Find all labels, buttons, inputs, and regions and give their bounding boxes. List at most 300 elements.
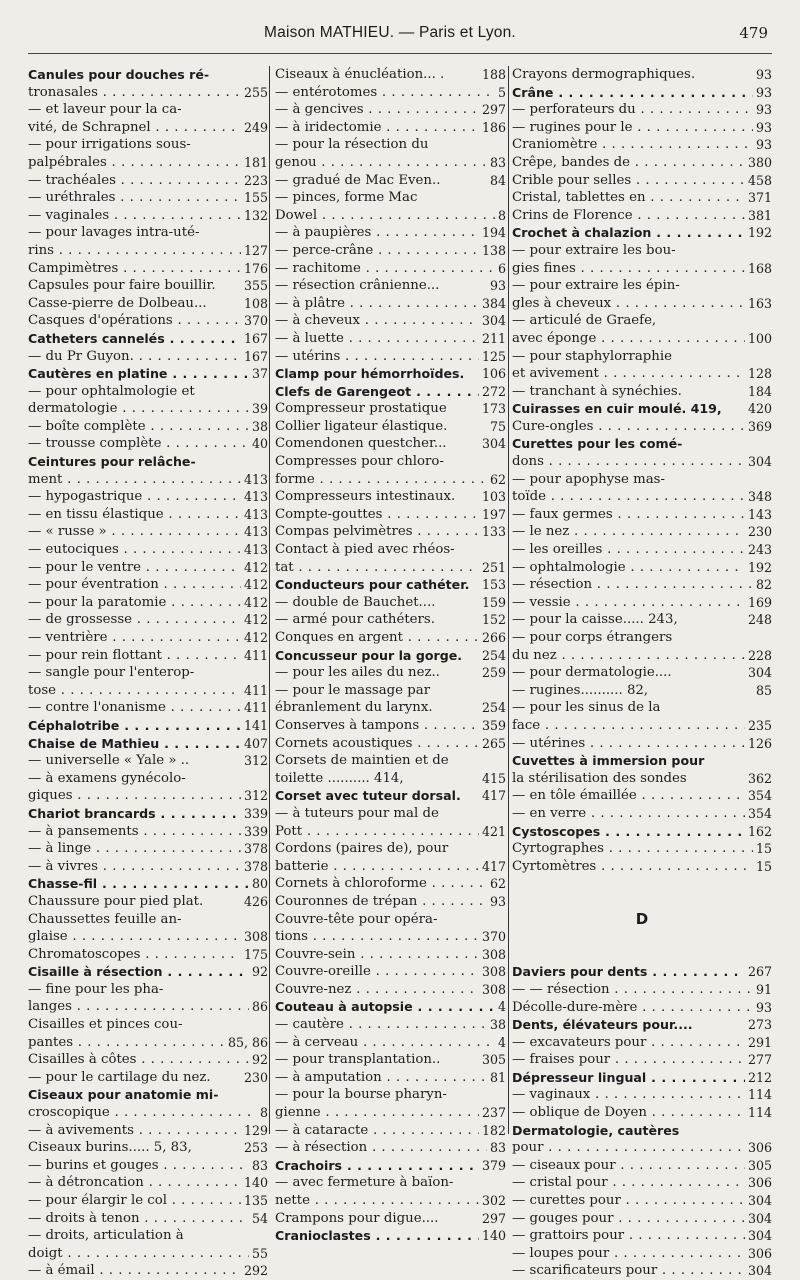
index-entry (28, 998, 268, 1016)
index-entry (512, 664, 772, 682)
entry-term: Capsules pour faire bouillir. (28, 278, 216, 294)
entry-term: — à résection . . . (275, 1139, 506, 1157)
entry-page-number: 167 (241, 330, 268, 348)
entry-page-number: 254 (479, 647, 506, 665)
index-entry (512, 770, 772, 788)
entry-page-number: 413 (241, 471, 268, 489)
index-entry (512, 242, 772, 260)
entry-page-number: 141 (241, 717, 268, 735)
index-entry (512, 699, 772, 717)
index-entry (275, 453, 506, 471)
index-entry (512, 435, 772, 453)
entry-term: — pour les sinus de la (512, 700, 661, 716)
entry-term: — scarificateurs pour . . . (512, 1262, 772, 1280)
entry-term: forme . . . (275, 471, 506, 489)
index-entry (275, 400, 506, 418)
entry-term: Chromatoscopes . . . (28, 946, 268, 964)
entry-page-number: 5 (495, 84, 506, 102)
entry-term: Crâne . . . (512, 84, 772, 102)
index-entry (28, 348, 268, 366)
entry-page-number: 355 (241, 277, 268, 295)
entry-page-number: 138 (479, 242, 506, 260)
entry-term: — pour la paratomie . . . (28, 594, 268, 612)
index-entry (28, 1210, 268, 1228)
entry-term: — rachitome . . . (275, 260, 506, 278)
index-entry (275, 594, 506, 612)
index-entry (512, 576, 772, 594)
entry-page-number: 188 (479, 66, 506, 84)
entry-term: et avivement . . . (512, 365, 772, 383)
index-entry (512, 1210, 772, 1228)
entry-term: — ophtalmologie . . . (512, 559, 772, 577)
index-entry (275, 506, 506, 524)
entry-page-number: 248 (745, 611, 772, 629)
entry-page-number: 4 (495, 1034, 506, 1052)
index-entry (512, 1227, 772, 1245)
entry-page-number: 228 (745, 647, 772, 665)
index-entry (275, 1051, 506, 1069)
entry-page-number: 85, 86 (225, 1034, 268, 1052)
entry-page-number: 103 (479, 488, 506, 506)
entry-page-number: 182 (479, 1122, 506, 1140)
index-entry (275, 383, 506, 401)
index-column-1 (28, 66, 268, 1280)
entry-page-number: 192 (745, 224, 772, 242)
entry-term: Cyrtographes . . . (512, 840, 772, 858)
index-entry (28, 629, 268, 647)
entry-term: Compte-gouttes . . . (275, 506, 506, 524)
entry-term: giques . . . (28, 787, 268, 805)
index-entry (512, 840, 772, 858)
entry-term: Conques en argent . . . (275, 629, 506, 647)
index-entry (28, 664, 268, 682)
index-entry (28, 805, 268, 823)
entry-term: Chaussure pour pied plat. (28, 893, 204, 909)
index-entry (512, 594, 772, 612)
entry-term: Cystoscopes . . . (512, 823, 772, 841)
entry-page-number: 93 (753, 999, 772, 1017)
entry-term: Daviers pour dents . . . (512, 963, 772, 981)
entry-term: — fraises pour . . . (512, 1051, 772, 1069)
entry-page-number: 194 (479, 224, 506, 242)
entry-page-number: 173 (479, 400, 506, 418)
entry-term: — pour le ventre . . . (28, 559, 268, 577)
entry-term: pour . . . (512, 1139, 772, 1157)
entry-term: Pott . . . (275, 823, 506, 841)
entry-term: palpébrales . . . (28, 154, 268, 172)
entry-term: — les oreilles . . . (512, 541, 772, 559)
index-entry (275, 611, 506, 629)
entry-term: — faux germes . . . (512, 506, 772, 524)
entry-term: Ciseaux à énucléation... . (275, 67, 445, 82)
entry-term: — à pansements . . . (28, 823, 268, 841)
entry-page-number: 253 (241, 1139, 268, 1157)
index-entry (28, 383, 268, 401)
entry-term: langes . . . (28, 998, 268, 1016)
entry-term: Clefs de Garengeot . . . (275, 383, 506, 401)
entry-term: tat . . . (275, 559, 506, 577)
index-entry (512, 1245, 772, 1263)
entry-term: Couvre-oreille . . . (275, 963, 506, 981)
entry-term: — pour le massage par (275, 682, 431, 698)
index-entry (275, 647, 506, 665)
index-entry (275, 1157, 506, 1175)
entry-page-number: 305 (745, 1157, 772, 1175)
entry-term: — avec fermeture à baïon- (275, 1175, 454, 1191)
entry-term: doigt . . . (28, 1245, 268, 1263)
index-entry (275, 735, 506, 753)
entry-page-number: 249 (241, 119, 268, 137)
index-column-2 (275, 66, 506, 1245)
entry-term: — à cataracte . . . (275, 1122, 506, 1140)
index-entry (28, 1245, 268, 1263)
entry-page-number: 140 (479, 1227, 506, 1245)
entry-page-number: 93 (753, 101, 772, 119)
entry-page-number: 254 (479, 699, 506, 717)
entry-term: — excavateurs pour . . . (512, 1034, 772, 1052)
index-entry (512, 295, 772, 313)
entry-term: — pour corps étrangers (512, 630, 673, 645)
entry-page-number: 128 (745, 365, 772, 383)
entry-term: — à détroncation . . . (28, 1174, 268, 1192)
index-entry (512, 611, 772, 629)
entry-page-number: 83 (249, 1157, 268, 1175)
entry-page-number: 384 (479, 295, 506, 313)
entry-page-number: 93 (753, 119, 772, 137)
index-entry (275, 348, 506, 366)
index-entry (28, 1139, 268, 1157)
entry-term: Compresseur prostatique (275, 401, 447, 417)
entry-term: Catheters cannelés . . . (28, 330, 268, 348)
index-entry (28, 277, 268, 295)
index-entry (28, 1069, 268, 1087)
index-entry (275, 840, 506, 858)
entry-page-number: 312 (241, 752, 268, 770)
index-entry (275, 928, 506, 946)
index-entry (512, 1016, 772, 1034)
entry-page-number: 304 (745, 1210, 772, 1228)
entry-page-number: 54 (249, 1210, 268, 1228)
index-entry (512, 629, 772, 647)
entry-page-number: 81 (487, 1069, 506, 1087)
index-entry (28, 1016, 268, 1034)
index-entry (28, 101, 268, 119)
entry-term: — double de Bauchet.... (275, 594, 436, 610)
entry-page-number: 420 (745, 400, 772, 418)
index-entry (275, 84, 506, 102)
entry-term: tose . . . (28, 682, 268, 700)
entry-term: — à luette . . . (275, 330, 506, 348)
index-entry (28, 242, 268, 260)
entry-term: Chasse-fil . . . (28, 875, 268, 893)
index-entry (28, 207, 268, 225)
entry-page-number: 91 (753, 981, 772, 999)
entry-term: — droits, articulation à (28, 1228, 184, 1244)
entry-term: Dowel . . . (275, 207, 506, 225)
index-entry (512, 1051, 772, 1069)
spacer (512, 875, 772, 901)
entry-page-number: 243 (745, 541, 772, 559)
index-entry (275, 312, 506, 330)
index-entry (512, 119, 772, 137)
index-entry (275, 1034, 506, 1052)
entry-term: Couronnes de trépan . . . (275, 893, 506, 911)
index-entry (512, 207, 772, 225)
entry-page-number: 359 (479, 717, 506, 735)
index-entry (275, 981, 506, 999)
entry-page-number: 92 (249, 1051, 268, 1069)
index-entry (512, 453, 772, 471)
index-entry (28, 594, 268, 612)
index-entry (275, 629, 506, 647)
index-entry (28, 858, 268, 876)
index-entry (28, 647, 268, 665)
index-entry (28, 911, 268, 929)
entry-page-number: 304 (745, 453, 772, 471)
entry-term: — pour la caisse..... 243, (512, 612, 678, 628)
entry-term: — perce-crâne . . . (275, 242, 506, 260)
entry-page-number: 381 (745, 207, 772, 225)
entry-page-number: 370 (241, 312, 268, 330)
entry-page-number: 304 (479, 435, 506, 453)
entry-term: Canules pour douches ré- (28, 67, 210, 82)
entry-page-number: 155 (241, 189, 268, 207)
entry-page-number: 212 (745, 1069, 772, 1087)
index-entry (275, 682, 506, 700)
entry-term: Cyrtomètres . . . (512, 858, 772, 876)
entry-term: — « russe » . . . (28, 523, 268, 541)
entry-term: — pour extraire les bou- (512, 242, 676, 258)
entry-term: Cuirasses en cuir moulé. 419, (512, 401, 722, 417)
entry-page-number: 339 (241, 805, 268, 823)
index-entry (28, 523, 268, 541)
entry-term: Conducteurs pour cathéter. (275, 577, 470, 593)
entry-page-number: 304 (745, 1227, 772, 1245)
entry-term: — tranchant à synéchies. (512, 383, 682, 399)
index-entry (275, 911, 506, 929)
index-entry (275, 1122, 506, 1140)
entry-term: tions . . . (275, 928, 506, 946)
entry-page-number: 259 (479, 664, 506, 682)
entry-term: — à cerveau . . . (275, 1034, 506, 1052)
index-entry (28, 1051, 268, 1069)
index-entry (275, 471, 506, 489)
entry-page-number: 181 (241, 154, 268, 172)
entry-page-number: 378 (241, 840, 268, 858)
index-entry (512, 418, 772, 436)
entry-term: — pour staphylorraphie (512, 348, 672, 364)
entry-page-number: 292 (241, 1262, 268, 1280)
index-entry (28, 576, 268, 594)
entry-term: Crachoirs . . . (275, 1157, 506, 1175)
index-entry (28, 946, 268, 964)
index-entry (28, 418, 268, 436)
index-entry (512, 647, 772, 665)
entry-term: Collier ligateur élastique. (275, 418, 448, 434)
entry-page-number: 127 (241, 242, 268, 260)
index-entry (512, 1174, 772, 1192)
entry-term: Crêpe, bandes de . . . (512, 154, 772, 172)
entry-term: Crampons pour digue.... (275, 1210, 439, 1226)
entry-page-number: 39 (249, 400, 268, 418)
entry-page-number: 380 (745, 154, 772, 172)
entry-page-number: 8 (495, 207, 506, 225)
entry-page-number: 230 (745, 523, 772, 541)
entry-term: — utérins . . . (275, 348, 506, 366)
entry-page-number: 167 (241, 348, 268, 366)
entry-page-number: 348 (745, 488, 772, 506)
entry-page-number: 80 (249, 875, 268, 893)
entry-page-number: 458 (745, 172, 772, 190)
spacer (512, 937, 772, 963)
index-entry (512, 66, 772, 84)
index-entry (28, 312, 268, 330)
entry-term: tronasales . . . (28, 84, 268, 102)
entry-term: — boîte complète . . . (28, 418, 268, 436)
index-entry (28, 699, 268, 717)
entry-page-number: 312 (241, 787, 268, 805)
entry-term: Chariot brancards . . . (28, 805, 268, 823)
page-number: 479 (739, 24, 768, 42)
entry-page-number: 186 (479, 119, 506, 137)
index-entry (512, 1034, 772, 1052)
entry-page-number: 84 (487, 172, 506, 190)
entry-page-number: 92 (249, 963, 268, 981)
entry-page-number: 370 (479, 928, 506, 946)
entry-term: — pour irrigations sous- (28, 137, 191, 153)
entry-page-number: 93 (487, 277, 506, 295)
entry-term: — à amputation . . . (275, 1069, 506, 1087)
entry-term: Cisaille à résection . . . (28, 963, 268, 981)
index-entry (275, 1104, 506, 1122)
index-entry (512, 1086, 772, 1104)
entry-term: — articulé de Graefe, (512, 313, 657, 329)
entry-page-number: 407 (241, 735, 268, 753)
entry-page-number: 230 (241, 1069, 268, 1087)
entry-term: — et laveur pour la ca- (28, 102, 182, 118)
index-entry (275, 559, 506, 577)
page-header (0, 24, 800, 48)
entry-term: — pour la bourse pharyn- (275, 1087, 447, 1103)
entry-page-number: 175 (241, 946, 268, 964)
index-entry (28, 1174, 268, 1192)
index-entry (275, 541, 506, 559)
entry-term: Casques d'opérations . . . (28, 312, 268, 330)
entry-page-number: 40 (249, 435, 268, 453)
entry-term: Craniomètre . . . (512, 136, 772, 154)
entry-page-number: 108 (241, 295, 268, 313)
entry-term: — — résection . . . (512, 981, 772, 999)
index-entry (275, 1192, 506, 1210)
entry-term: Compresseurs intestinaux. (275, 489, 456, 505)
entry-page-number: 135 (241, 1192, 268, 1210)
entry-page-number: 15 (753, 840, 772, 858)
entry-page-number: 62 (487, 875, 506, 893)
entry-page-number: 255 (241, 84, 268, 102)
index-entry (28, 717, 268, 735)
index-entry (28, 435, 268, 453)
entry-term: Clamp pour hémorrhoïdes. (275, 366, 465, 382)
entry-term: dons . . . (512, 453, 772, 471)
index-entry (275, 523, 506, 541)
entry-term: Cautères en platine . . . (28, 365, 268, 383)
entry-page-number: 304 (745, 1192, 772, 1210)
index-entry (275, 963, 506, 981)
index-entry (275, 858, 506, 876)
entry-page-number: 411 (241, 647, 268, 665)
index-entry (28, 365, 268, 383)
entry-term: — pour le cartilage du nez. (28, 1069, 211, 1085)
index-entry (28, 963, 268, 981)
entry-term: vité, de Schrapnel . . . (28, 119, 268, 137)
entry-term: rins . . . (28, 242, 268, 260)
index-entry (275, 119, 506, 137)
index-entry (28, 840, 268, 858)
index-entry (28, 119, 268, 137)
entry-page-number: 306 (745, 1174, 772, 1192)
entry-page-number: 86 (249, 998, 268, 1016)
entry-term: Crins de Florence . . . (512, 207, 772, 225)
entry-term: — de grossesse . . . (28, 611, 268, 629)
entry-term: — perforateurs du . . . (512, 101, 772, 119)
entry-page-number: 197 (479, 506, 506, 524)
index-entry (512, 717, 772, 735)
index-entry (275, 435, 506, 453)
entry-page-number: 126 (745, 735, 772, 753)
entry-page-number: 306 (745, 1245, 772, 1263)
index-entry (512, 1157, 772, 1175)
entry-term: Chaussettes feuille an- (28, 911, 182, 927)
index-entry (512, 823, 772, 841)
entry-page-number: 267 (745, 963, 772, 981)
index-entry (275, 224, 506, 242)
index-entry (512, 260, 772, 278)
entry-term: — à tuteurs pour mal de (275, 805, 439, 821)
index-entry (512, 1192, 772, 1210)
entry-term: Céphalotribe . . . (28, 717, 268, 735)
index-entry (275, 1227, 506, 1245)
entry-term: — fine pour les pha- (28, 981, 164, 997)
entry-page-number: 413 (241, 541, 268, 559)
entry-term: Cisailles à côtes . . . (28, 1051, 268, 1069)
entry-term: Dents, élévateurs pour.... (512, 1017, 693, 1033)
index-entry (512, 84, 772, 102)
entry-page-number: 421 (479, 823, 506, 841)
entry-page-number: 8 (257, 1104, 268, 1122)
entry-term: toilette .......... 414, (275, 770, 404, 786)
index-entry (512, 805, 772, 823)
entry-term: — vessie . . . (512, 594, 772, 612)
entry-term: — à linge . . . (28, 840, 268, 858)
index-entry (28, 1122, 268, 1140)
entry-term: — rugines pour le . . . (512, 119, 772, 137)
entry-term: — à émail . . . (28, 1262, 268, 1280)
index-entry (512, 365, 772, 383)
entry-term: Compas pelvimètres . . . (275, 523, 506, 541)
entry-term: Ciseaux pour anatomie mi- (28, 1087, 219, 1103)
entry-term: — en tissu élastique . . . (28, 506, 268, 524)
entry-term: — le nez . . . (512, 523, 772, 541)
entry-page-number: 125 (479, 348, 506, 366)
entry-term: Couteau à autopsie . . . (275, 998, 506, 1016)
entry-page-number: 306 (745, 1139, 772, 1157)
entry-page-number: 304 (745, 664, 772, 682)
index-entry (28, 1227, 268, 1245)
entry-page-number: 85 (753, 682, 772, 700)
entry-page-number: 413 (241, 488, 268, 506)
entry-term: Décolle-dure-mère . . . (512, 999, 772, 1017)
entry-page-number: 297 (479, 1210, 506, 1228)
